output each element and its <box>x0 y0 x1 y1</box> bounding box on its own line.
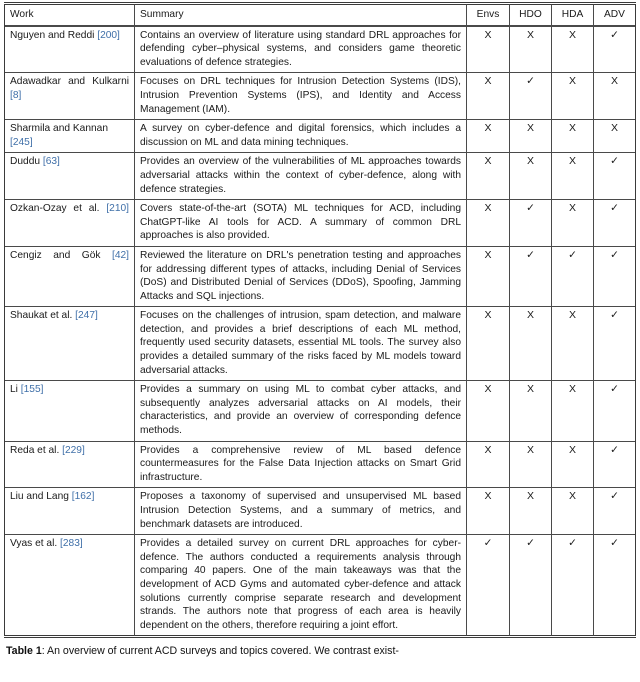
cell-adv <box>594 120 635 153</box>
cell-summary <box>135 73 467 120</box>
check-icon: ✓ <box>526 202 535 215</box>
summary-text: Reviewed the literature on DRL's penetration testing and approaches for addressing different types of attacks, including Denial of Services (DoS) and Distributed Denial of Services (DDoS), Spoofing, Jamming Attacks and SQL injections. <box>140 249 461 302</box>
cross-icon: X <box>568 383 576 396</box>
check-icon: ✓ <box>610 383 619 396</box>
cross-icon: X <box>526 122 534 135</box>
summary-text: A survey on cyber-defence and digital forensics, which includes a discussion on ML and data mining techniques. <box>140 123 461 148</box>
table-row <box>5 307 635 381</box>
cell-work <box>5 381 135 441</box>
column-header-adv: ADV <box>594 4 635 26</box>
cross-icon: X <box>484 122 492 135</box>
cell-hdo <box>510 307 552 381</box>
check-icon: ✓ <box>610 202 619 215</box>
cell-hda <box>552 442 594 489</box>
check-icon: ✓ <box>568 248 577 261</box>
cell-hdo <box>510 153 552 200</box>
cell-hdo <box>510 535 552 636</box>
summary-text: Provides a comprehensive review of ML based defence countermeasures for the False Data Injection attacks on Smart Grid infrastructure. <box>140 444 461 483</box>
work-reference[interactable]: [210] <box>106 203 129 215</box>
cell-adv <box>594 26 635 74</box>
cell-work <box>5 535 135 636</box>
cross-icon: X <box>526 309 534 322</box>
check-icon: ✓ <box>610 155 619 168</box>
cell-hdo <box>510 442 552 489</box>
check-icon: ✓ <box>610 443 619 456</box>
cell-summary <box>135 307 467 381</box>
cross-icon: X <box>484 202 492 215</box>
work-title: Liu and Lang <box>10 491 69 503</box>
cell-hda <box>552 535 594 636</box>
table-header <box>5 4 635 26</box>
cell-hda <box>552 26 594 74</box>
cell-hdo <box>510 73 552 120</box>
cell-work <box>5 26 135 74</box>
cell-work <box>5 488 135 535</box>
check-icon: ✓ <box>610 309 619 322</box>
check-icon: ✓ <box>526 75 535 88</box>
check-icon: ✓ <box>568 537 577 550</box>
cell-summary <box>135 26 467 74</box>
cross-icon: X <box>484 383 492 396</box>
cell-hdo <box>510 120 552 153</box>
work-reference[interactable]: [247] <box>75 310 98 322</box>
cell-adv <box>594 535 635 636</box>
cell-envs <box>467 200 510 247</box>
cell-adv <box>594 307 635 381</box>
cross-icon: X <box>526 28 534 41</box>
column-header-hdo: HDO <box>510 4 552 26</box>
cross-icon: X <box>526 490 534 503</box>
cell-adv <box>594 442 635 489</box>
table-row <box>5 200 635 247</box>
table-row <box>5 26 635 74</box>
cell-envs <box>467 153 510 200</box>
cross-icon: X <box>568 309 576 322</box>
cell-envs <box>467 442 510 489</box>
work-title: Shaukat et al. <box>10 310 73 322</box>
cross-icon: X <box>526 155 534 168</box>
cell-work <box>5 307 135 381</box>
work-title: Vyas et al. <box>10 538 58 550</box>
summary-text: Provides an overview of the vulnerabilities of ML approaches towards adversarial attacks within the context of cyber-defence, along with defence strategies. <box>140 156 461 195</box>
cell-summary <box>135 488 467 535</box>
cell-adv <box>594 247 635 307</box>
cross-icon: X <box>484 248 492 261</box>
cell-hdo <box>510 26 552 74</box>
table-row <box>5 153 635 200</box>
check-icon: ✓ <box>610 28 619 41</box>
work-reference[interactable]: [42] <box>111 249 129 261</box>
work-title: Sharmila and Kannan <box>10 123 108 135</box>
cell-envs <box>467 73 510 120</box>
cell-hda <box>552 307 594 381</box>
cell-envs <box>467 120 510 153</box>
summary-text: Provides a detailed survey on current DRL approaches for cyber-defence. The authors conducted a requirements analysis through comparing 40 papers. One of the main takeaways was that the development of ACD Gyms and automated cyber-defence and attack solutions currently comprise separate research and development strands. The authors note that progress of each area is heavily dependent on the others, therefore requiring a joint effort. <box>140 538 461 631</box>
cross-icon: X <box>568 122 576 135</box>
cell-work <box>5 73 135 120</box>
cell-hdo <box>510 247 552 307</box>
cell-work <box>5 247 135 307</box>
cell-envs <box>467 247 510 307</box>
cross-icon: X <box>484 490 492 503</box>
cell-adv <box>594 200 635 247</box>
cross-icon: X <box>568 75 576 88</box>
cell-adv <box>594 153 635 200</box>
table-caption <box>6 644 634 658</box>
column-header-envs: Envs <box>467 4 510 26</box>
column-header-work: Work <box>5 4 135 26</box>
work-reference[interactable]: [155] <box>20 384 44 396</box>
cell-hda <box>552 200 594 247</box>
cell-work <box>5 120 135 153</box>
summary-text: Proposes a taxonomy of supervised and unsupervised ML based Intrusion Detection Systems, and a summary of metrics, and benchmark datasets are introduced. <box>140 491 461 530</box>
cell-work <box>5 153 135 200</box>
caption-label: Table 1 <box>6 645 42 658</box>
cell-adv <box>594 381 635 441</box>
caption-text: : An overview of current ACD surveys and topics covered. We contrast exist- <box>41 645 399 658</box>
cell-hdo <box>510 488 552 535</box>
cross-icon: X <box>568 28 576 41</box>
cell-hda <box>552 73 594 120</box>
header-row <box>5 4 635 26</box>
acd-surveys-table <box>4 4 636 636</box>
cell-hda <box>552 120 594 153</box>
work-title: Ozkan-Ozay et al. <box>10 203 100 215</box>
table-row <box>5 120 635 153</box>
work-title: Nguyen and Reddi <box>10 29 95 41</box>
cross-icon: X <box>610 122 618 135</box>
cell-hdo <box>510 200 552 247</box>
column-header-summary: Summary <box>135 4 467 26</box>
cross-icon: X <box>484 443 492 456</box>
check-icon: ✓ <box>526 537 535 550</box>
cross-icon: X <box>484 155 492 168</box>
cross-icon: X <box>526 383 534 396</box>
work-reference[interactable]: [8] <box>10 89 22 101</box>
summary-text: Focuses on DRL techniques for Intrusion Detection Systems (IDS), Intrusion Prevention Systems (IPS), and Identity and Access Management (IAM). <box>140 76 461 115</box>
summary-text: Covers state-of-the-art (SOTA) ML techniques for ACD, including ChatGPT-like AI tools for ACD. A summary of common DRL approaches is also provided. <box>140 203 461 242</box>
cell-summary <box>135 381 467 441</box>
cell-summary <box>135 153 467 200</box>
summary-text: Provides a summary on using ML to combat cyber attacks, and subsequently analyzes adversarial attacks on AI models, their characteristics, and provide an overview of corresponding defence methods. <box>140 384 461 437</box>
table-row <box>5 73 635 120</box>
table-row <box>5 488 635 535</box>
cross-icon: X <box>568 155 576 168</box>
cross-icon: X <box>526 443 534 456</box>
cell-envs <box>467 488 510 535</box>
work-reference[interactable]: [162] <box>71 491 95 503</box>
cross-icon: X <box>610 75 618 88</box>
cross-icon: X <box>568 443 576 456</box>
check-icon: ✓ <box>526 248 535 261</box>
summary-text: Focuses on the challenges of intrusion, spam detection, and malware detection, and provides a brief descriptions of each ML method, frequently used security datasets, essential ML tools. The survey also provides a detailed summary of the risks faced by ML models toward adversarial attacks. <box>140 310 461 376</box>
table-row <box>5 247 635 307</box>
column-header-hda: HDA <box>552 4 594 26</box>
check-icon: ✓ <box>610 248 619 261</box>
check-icon: ✓ <box>483 537 493 550</box>
work-reference[interactable]: [200] <box>97 29 120 41</box>
cell-summary <box>135 535 467 636</box>
work-reference[interactable]: [283] <box>60 538 83 550</box>
cell-hda <box>552 488 594 535</box>
summary-text: Contains an overview of literature using standard DRL approaches for defending cyber–physical systems, and considers game theoretic evaluations of defence strategies. <box>140 29 461 68</box>
cell-adv <box>594 488 635 535</box>
cell-envs <box>467 26 510 74</box>
table-row <box>5 381 635 441</box>
cell-hda <box>552 381 594 441</box>
cross-icon: X <box>568 490 576 503</box>
cell-summary <box>135 200 467 247</box>
cross-icon: X <box>484 309 492 322</box>
work-title: Reda et al. <box>10 444 60 456</box>
cross-icon: X <box>484 28 492 41</box>
cell-envs <box>467 307 510 381</box>
work-title: Cengiz and Gök <box>10 249 101 261</box>
work-reference[interactable]: [229] <box>62 444 85 456</box>
cell-summary <box>135 247 467 307</box>
cell-summary <box>135 442 467 489</box>
cell-adv <box>594 73 635 120</box>
table-row <box>5 535 635 636</box>
cell-envs <box>467 535 510 636</box>
table-bottom-rule <box>4 637 636 638</box>
table-top-rule <box>4 2 636 3</box>
work-reference[interactable]: [245] <box>10 136 33 148</box>
work-title: Adawadkar and Kulkarni <box>10 76 129 88</box>
cell-hda <box>552 153 594 200</box>
work-reference[interactable]: [63] <box>42 156 60 168</box>
cell-hdo <box>510 381 552 441</box>
cell-summary <box>135 120 467 153</box>
table-body <box>5 26 635 637</box>
cell-work <box>5 442 135 489</box>
cross-icon: X <box>484 75 492 88</box>
cell-envs <box>467 381 510 441</box>
work-title: Duddu <box>10 156 41 168</box>
table-row <box>5 442 635 489</box>
work-title: Li <box>10 384 18 396</box>
cross-icon: X <box>568 202 576 215</box>
check-icon: ✓ <box>610 490 619 503</box>
cell-work <box>5 200 135 247</box>
cell-hda <box>552 247 594 307</box>
check-icon: ✓ <box>610 537 619 550</box>
